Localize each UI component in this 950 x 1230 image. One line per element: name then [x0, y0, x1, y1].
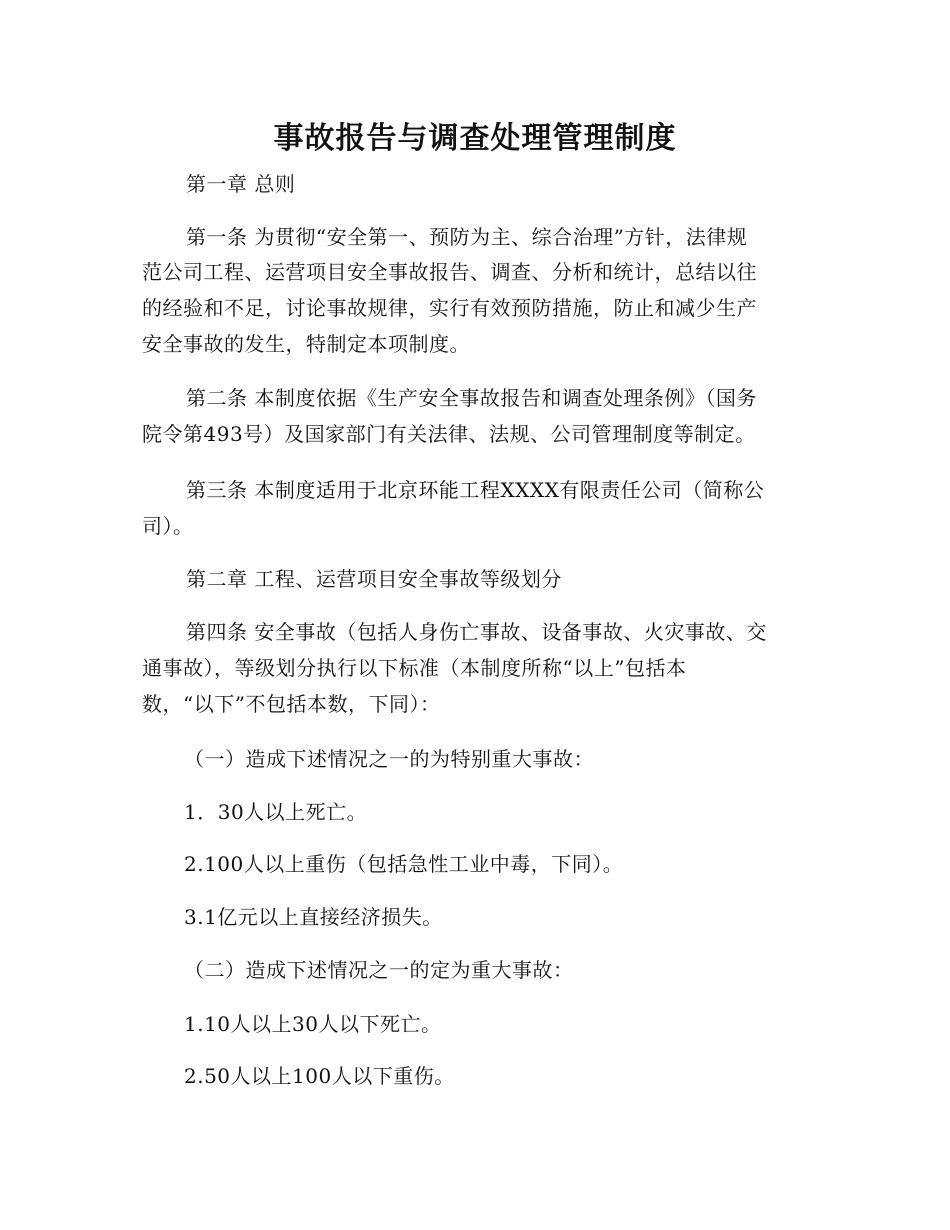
- paragraph-line: 院令第493号）及国家部门有关法律、法规、公司管理制度等制定。: [142, 422, 756, 446]
- list-heading: （一）造成下述情况之一的为特别重大事故：: [184, 747, 594, 771]
- document-title: 事故报告与调查处理管理制度: [273, 121, 677, 156]
- chapter-heading: 第二章 工程、运营项目安全事故等级划分: [186, 567, 562, 591]
- list-item: 2.100人以上重伤（包括急性工业中毒，下同）。: [184, 852, 624, 876]
- chapter-heading: 第一章 总则: [186, 172, 296, 196]
- paragraph-line: 范公司工程、运营项目安全事故报告、调查、分析和统计，总结以往: [142, 260, 757, 284]
- paragraph-line: 第四条 安全事故（包括人身伤亡事故、设备事故、火灾事故、交: [186, 620, 767, 644]
- list-item: 1.10人以上30人以下死亡。: [184, 1012, 442, 1036]
- list-item: 1．30人以上死亡。: [184, 800, 368, 824]
- list-item: 2.50人以上100人以下重伤。: [184, 1064, 455, 1088]
- paragraph-line: 司）。: [142, 514, 194, 538]
- paragraph-line: 第一条 为贯彻“安全第一、预防为主、综合治理”方针，法律规: [186, 225, 748, 249]
- paragraph-line: 安全事故的发生，特制定本项制度。: [142, 332, 470, 356]
- paragraph-line: 的经验和不足，讨论事故规律，实行有效预防措施，防止和减少生产: [142, 296, 757, 320]
- list-item: 3.1亿元以上直接经济损失。: [184, 905, 443, 929]
- paragraph-line: 通事故），等级划分执行以下标准（本制度所称“以上”包括本: [142, 656, 687, 680]
- list-heading: （二）造成下述情况之一的定为重大事故：: [184, 958, 574, 982]
- paragraph-line: 第二条 本制度依据《生产安全事故报告和调查处理条例》（国务: [186, 386, 757, 410]
- paragraph-line: 数，“以下”不包括本数，下同）：: [142, 692, 441, 716]
- paragraph-line: 第三条 本制度适用于北京环能工程XXXX有限责任公司（简称公: [186, 478, 765, 502]
